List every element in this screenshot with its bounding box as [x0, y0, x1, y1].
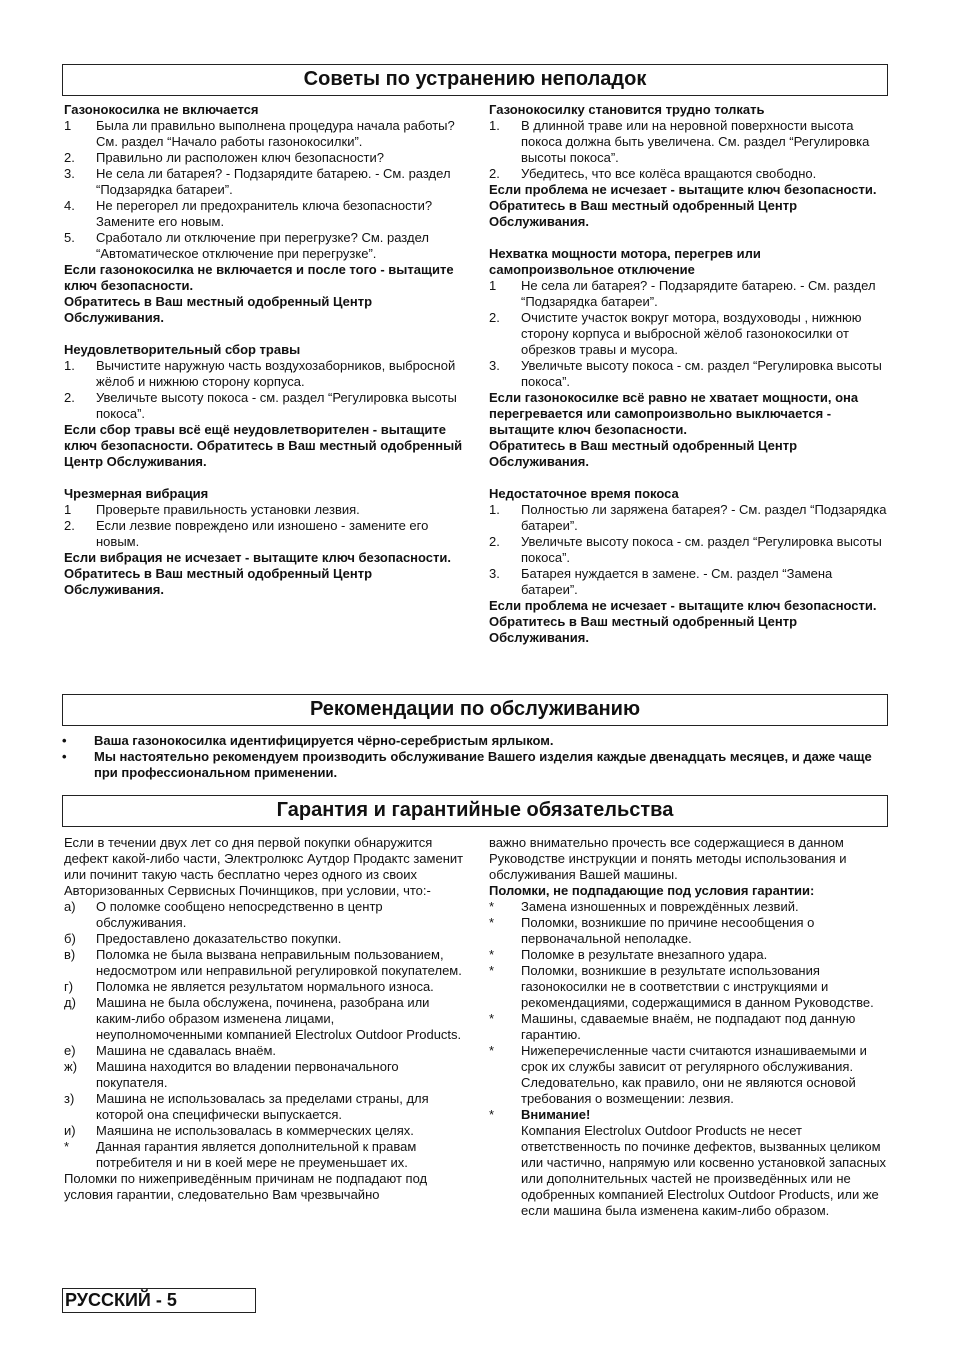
list-item: [489, 566, 889, 598]
power-loss-heading: Нехватка мощности мотора, перегрев или самопроизвольное отключение: [489, 246, 761, 277]
warranty-continued: важно внимательно прочесть все содержащиеся в данном Руководстве инструкции и понять методы использования и обслуживания Вашей машины.: [489, 835, 847, 882]
list-item: [489, 310, 889, 358]
list-item-number: 2.: [489, 310, 500, 325]
list-item: [489, 166, 889, 182]
list-item-text: Не перегорел ли предохранитель ключа безопасности? Замените его новым.: [96, 198, 433, 229]
bullet-icon: •: [62, 749, 67, 764]
list-item-text: Правильно ли расположен ключ безопасности?: [96, 150, 384, 165]
list-item-text: Поломке в результате внезапного удара.: [521, 947, 768, 962]
list-item-number: 1.: [64, 358, 75, 373]
list-item-number: 2.: [64, 150, 75, 165]
list-item: [64, 390, 464, 422]
list-item: [489, 899, 889, 915]
list-item-text: Данная гарантия является дополнительной к правам потребителя и ни в коей мере не преуменьшает их.: [96, 1139, 417, 1170]
list-item-text: Маяшина не использовалась в коммерческих целях.: [96, 1123, 414, 1138]
list-item-text: Батарея нуждается в замене. - См. раздел “Замена батареи”.: [521, 566, 833, 597]
list-item: [489, 502, 889, 534]
list-item: [64, 1043, 464, 1059]
list-item-text: Поломка не является результатом нормального износа.: [96, 979, 434, 994]
runtime-heading: Недостаточное время покоса: [489, 486, 679, 501]
list-item-text: Предоставлено доказательство покупки.: [96, 931, 342, 946]
troubleshooting-left-column: [64, 102, 464, 598]
list-item-text: Машина находится во владении первоначального покупателя.: [96, 1059, 399, 1090]
no-start-list: [64, 118, 464, 262]
list-item-number: д): [64, 995, 76, 1010]
list-item-text: Не села ли батарея? - Подзарядите батарею. - См. раздел “Подзарядка батареи”.: [521, 278, 876, 309]
list-item-number: 3.: [64, 166, 75, 181]
list-item-text: Машина не была обслужена, починена, разобрана или каким-либо образом изменена лицами, неуполномоченными компанией Electrolux Outdoor Products.: [96, 995, 462, 1042]
maintenance-item: • Ваша газонокосилка идентифицируется чёрно-серебристым ярлыком.: [62, 733, 554, 748]
power-loss-contact: Обратитесь в Ваш местный одобренный Центр Обслуживания.: [489, 438, 798, 469]
vibration-list: [64, 502, 464, 550]
list-item-number: з): [64, 1091, 75, 1106]
list-item: [489, 118, 889, 166]
warranty-outro: Поломки по нижеприведённым причинам не подпадают под условия гарантии, следовательно Вам чрезвычайно: [64, 1171, 428, 1202]
list-item-number: б): [64, 931, 76, 946]
list-item-text: Если лезвие повреждено или изношено - замените его новым.: [96, 518, 429, 549]
list-item: [64, 198, 464, 230]
warranty-title: Гарантия и гарантийные обязательства: [62, 795, 888, 827]
troubleshooting-title: Советы по устранению неполадок: [62, 64, 888, 96]
list-item-text: Проверьте правильность установки лезвия.: [96, 502, 360, 517]
grass-collection-list: [64, 358, 464, 422]
list-item-number: 4.: [64, 198, 75, 213]
list-item-text: Машины, сдаваемые внаём, не подпадают под данную гарантию.: [521, 1011, 856, 1042]
bullet-icon: •: [62, 733, 67, 748]
list-item-text: Машина не сдавалась внаём.: [96, 1043, 277, 1058]
hard-push-contact: Обратитесь в Ваш местный одобренный Центр Обслуживания.: [489, 198, 798, 229]
list-item-text: В длинной траве или на неровной поверхности высота покоса должна быть увеличена. См. раздел “Регулировка высоты покоса”.: [521, 118, 870, 165]
list-item-text: Машина не использовалась за пределами страны, для которой она специфически выпускается.: [96, 1091, 429, 1122]
list-item-text: Поломки, возникшие в результате использования газонокосилки не в соответствии с инструкциями и рекомендациями, содержащимися в данном Руководстве.: [521, 963, 874, 1010]
hard-push-heading: Газонокосилку становится трудно толкать: [489, 102, 765, 117]
list-item: [64, 118, 464, 150]
list-item-text: Нижеперечисленные части считаются изнашиваемыми и срок их службы зависит от регулярного обслуживания. Следовательно, как правило, они не являются основой требования о возмещении: лезвия.: [521, 1043, 867, 1106]
list-item-number: 2.: [64, 518, 75, 533]
no-start-heading: Газонокосилка не включается: [64, 102, 259, 117]
list-item: [64, 899, 464, 931]
attention-text: Компания Electrolux Outdoor Products не несет ответственность по починке дефектов, вызванных целиком или частично, напрямую или косвенно установкой запасных или дополнительных частей не произведённых или не одобренных компанией Electrolux Outdoor Products, или же если машина была изменена каким-либо образом.: [521, 1123, 886, 1218]
list-item: [64, 150, 464, 166]
list-item-text: Замена изношенных и повреждённых лезвий.: [521, 899, 799, 914]
list-item-number: 1.: [489, 118, 500, 133]
list-item-number: а): [64, 899, 76, 914]
list-item-number: 2.: [489, 534, 500, 549]
list-item: [489, 534, 889, 566]
power-loss-list: [489, 278, 889, 390]
list-item: [64, 1139, 464, 1171]
warranty-conditions-list: [64, 899, 464, 1171]
no-start-note: Если газонокосилка не включается и после того - вытащите ключ безопасности.: [64, 262, 454, 293]
excluded-list: [489, 899, 889, 1107]
list-item-number: *: [489, 963, 495, 978]
list-item-text: О поломке сообщено непосредственно в центр обслуживания.: [96, 899, 383, 930]
list-item-number: и): [64, 1123, 76, 1138]
runtime-note: Если проблема не исчезает - вытащите ключ безопасности.: [489, 598, 877, 613]
list-item: [64, 931, 464, 947]
hard-push-list: [489, 118, 889, 182]
list-item: [64, 166, 464, 198]
list-item-number: *: [489, 1011, 495, 1026]
vibration-heading: Чрезмерная вибрация: [64, 486, 209, 501]
list-item-number: в): [64, 947, 76, 962]
grass-collection-note: Если сбор травы всё ещё неудовлетворителен - вытащите ключ безопасности. Обратитесь в Ваш местный одобренный Центр Обслуживания.: [64, 422, 463, 469]
list-item: [64, 1059, 464, 1091]
list-item-number: 5.: [64, 230, 75, 245]
list-item-text: Очистите участок вокруг мотора, воздуховоды , нижнюю сторону корпуса и выбросной жёлоб газонокосилки от обрезков травы и мусора.: [521, 310, 862, 357]
list-item: [64, 358, 464, 390]
list-item-text: Вычистите наружную часть воздухозаборников, выбросной жёлоб и нижнюю сторону корпуса.: [96, 358, 456, 389]
list-item-number: г): [64, 979, 74, 994]
list-item-number: *: [489, 1043, 495, 1058]
list-item: [64, 1091, 464, 1123]
list-item: [489, 358, 889, 390]
maintenance-title: Рекомендации по обслуживанию: [62, 694, 888, 726]
page-footer-label: РУССКИЙ - 5: [62, 1288, 256, 1313]
list-item-text: Была ли правильно выполнена процедура начала работы? См. раздел “Начало работы газонокосилки”.: [96, 118, 455, 149]
list-item: [64, 947, 464, 979]
list-item: [64, 502, 464, 518]
hard-push-note: Если проблема не исчезает - вытащите ключ безопасности.: [489, 182, 877, 197]
list-item-number: ж): [64, 1059, 78, 1074]
list-item-text: Увеличьте высоту покоса - см. раздел “Регулировка высоты покоса”.: [96, 390, 457, 421]
list-item-number: е): [64, 1043, 76, 1058]
list-item-number: 2.: [64, 390, 75, 405]
power-loss-note: Если газонокосилке всё равно не хватает мощности, она перегревается или самопроизвольно выключается - вытащите ключ безопасности.: [489, 390, 859, 437]
list-item: [489, 963, 889, 1011]
list-item-text: Увеличьте высоту покоса - см. раздел “Регулировка высоты покоса”.: [521, 534, 882, 565]
vibration-contact: Обратитесь в Ваш местный одобренный Центр Обслуживания.: [64, 566, 373, 597]
list-item-text: Увеличьте высоту покоса - см. раздел “Регулировка высоты покоса”.: [521, 358, 882, 389]
list-item: [64, 979, 464, 995]
asterisk-marker: *: [489, 1107, 495, 1122]
list-item-text: Поломки, возникшие по причине несообщения о первоначальной неполадке.: [521, 915, 815, 946]
list-item: [489, 915, 889, 947]
list-item: [489, 1043, 889, 1107]
list-item-number: *: [489, 915, 495, 930]
list-item-text: Поломка не была вызвана неправильным пользованием, недосмотром или неправильной регулировкой покупателем.: [96, 947, 462, 978]
list-item-number: 1.: [489, 502, 500, 517]
list-item-text: Не села ли батарея? - Подзарядите батарею. - См. раздел “Подзарядка батареи”.: [96, 166, 451, 197]
list-item-number: 3.: [489, 566, 500, 581]
excluded-heading: Поломки, не подпадающие под условия гарантии:: [489, 883, 815, 898]
list-item-number: *: [489, 899, 495, 914]
warranty-intro: Если в течении двух лет со дня первой покупки обнаружится дефект какой-либо части, Электролюкс Аутдор Продактс заменит или починит такую часть бесплатно через одного из своих Авторизованных Сервисных Починщиков, при условии, что:-: [64, 835, 464, 898]
list-item-number: 2.: [489, 166, 500, 181]
runtime-list: [489, 502, 889, 598]
list-item: [64, 995, 464, 1043]
maintenance-list: [62, 733, 888, 781]
list-item-number: 3.: [489, 358, 500, 373]
list-item: [489, 1011, 889, 1043]
list-item-number: 1: [64, 118, 72, 133]
grass-collection-heading: Неудовлетворительный сбор травы: [64, 342, 301, 357]
list-item: [489, 278, 889, 310]
list-item-text: Сработало ли отключение при перегрузке? См. раздел “Автоматическое отключение при перегрузке”.: [96, 230, 429, 261]
list-item-number: *: [489, 947, 495, 962]
list-item: [64, 1123, 464, 1139]
warranty-left-column: [64, 835, 464, 1203]
list-item-text: Полностью ли заряжена батарея? - См. раздел “Подзарядка батареи”.: [521, 502, 887, 533]
attention-block: [489, 1107, 889, 1123]
list-item: [489, 947, 889, 963]
no-start-contact: Обратитесь в Ваш местный одобренный Центр Обслуживания.: [64, 294, 373, 325]
troubleshooting-right-column: [489, 102, 889, 646]
vibration-note: Если вибрация не исчезает - вытащите ключ безопасности.: [64, 550, 452, 565]
list-item-number: 1: [64, 502, 72, 517]
warranty-right-column: [489, 835, 889, 1219]
list-item-number: 1: [489, 278, 497, 293]
attention-heading: Внимание!: [521, 1107, 591, 1122]
list-item-number: *: [64, 1139, 70, 1154]
maintenance-item: • Мы настоятельно рекомендуем производить обслуживание Вашего изделия каждые двенадцать месяцев, и даже чаще при профессиональном применении.: [62, 749, 872, 780]
list-item-text: Убедитесь, что все колёса вращаются свободно.: [521, 166, 817, 181]
list-item: [64, 230, 464, 262]
runtime-contact: Обратитесь в Ваш местный одобренный Центр Обслуживания.: [489, 614, 798, 645]
list-item: [64, 518, 464, 550]
